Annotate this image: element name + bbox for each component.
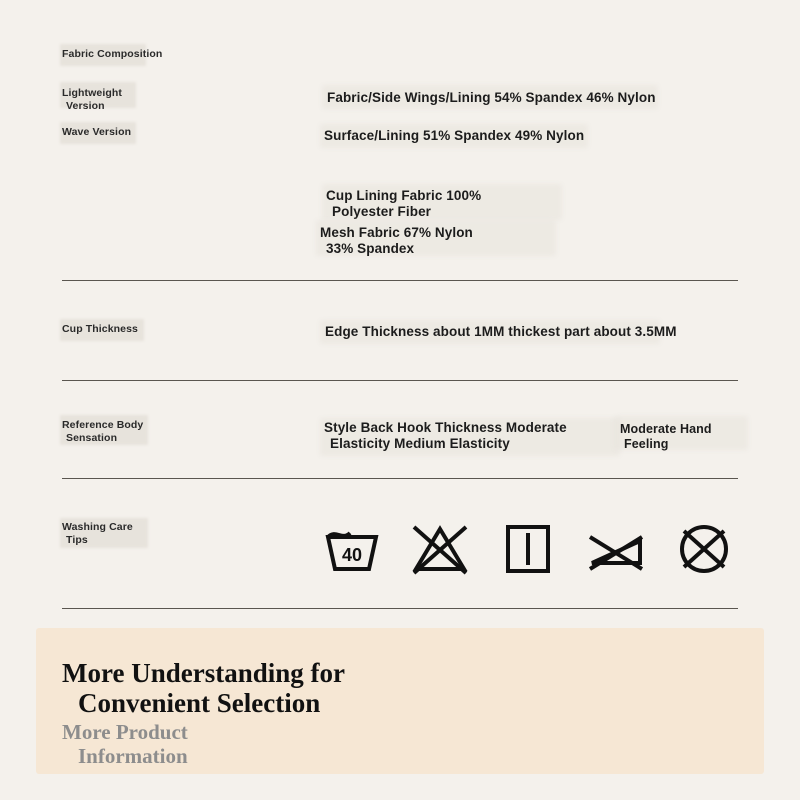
value-line1: Mesh Fabric 67% Nylon [320, 225, 473, 240]
washing-care-icon-row [320, 515, 750, 581]
banner-title [62, 658, 492, 718]
value-line2: Elasticity Medium Elasticity [330, 436, 510, 451]
row-label-line2: Sensation [66, 432, 118, 444]
row-divider [62, 608, 738, 609]
row-label-line1: Reference Body [62, 419, 144, 431]
do-not-bleach-icon [408, 515, 472, 579]
value-line2: Feeling [624, 437, 669, 451]
value-hand-feeling [620, 422, 712, 452]
more-information-banner [36, 628, 764, 774]
do-not-iron-icon [584, 515, 648, 579]
wash-temperature-label: 40 [341, 545, 363, 565]
row-divider [62, 280, 738, 281]
banner-subtitle-line1: More Product [62, 720, 188, 744]
row-divider [62, 380, 738, 381]
banner-subtitle [62, 720, 422, 768]
row-label-cup-thickness: Cup Thickness [62, 323, 138, 335]
value-cup-lining-fabric [326, 188, 481, 220]
banner-title-line1: More Understanding for [62, 658, 345, 688]
row-label-washing-care-tips [62, 521, 192, 547]
value-mesh-fabric [320, 225, 473, 257]
sub-label-wave-version: Wave Version [62, 126, 132, 138]
value-line2: Polyester Fiber [332, 204, 432, 219]
value-line1: Cup Lining Fabric 100% [326, 188, 482, 203]
row-label-fabric-composition: Fabric Composition [62, 48, 163, 60]
value-body-sensation [324, 420, 567, 452]
tumble-dry-vertical-icon [496, 515, 560, 579]
do-not-dry-clean-icon [672, 515, 736, 579]
row-divider [62, 478, 738, 479]
banner-title-line2: Convenient Selection [78, 688, 321, 718]
value-line2: 33% Spandex [326, 241, 415, 256]
value-line1: Style Back Hook Thickness Moderate [324, 420, 567, 435]
banner-subtitle-line2: Information [78, 744, 188, 768]
wash-40-degrees-icon [320, 515, 384, 579]
value-line1: Moderate Hand [620, 422, 712, 436]
value-cup-thickness: Edge Thickness about 1MM thickest part about 3.5MM [325, 324, 677, 339]
row-label-reference-body-sensation [62, 419, 192, 445]
sub-label-line2: Version [66, 100, 105, 112]
row-label-line1: Washing Care [62, 521, 133, 533]
value-fabric-side-wings-lining: Fabric/Side Wings/Lining 54% Spandex 46% Nylon [327, 90, 656, 105]
sub-label-lightweight-version [62, 87, 192, 113]
row-label-line2: Tips [66, 534, 88, 546]
sub-label-line1: Lightweight [62, 87, 123, 99]
value-surface-lining: Surface/Lining 51% Spandex 49% Nylon [324, 128, 585, 143]
